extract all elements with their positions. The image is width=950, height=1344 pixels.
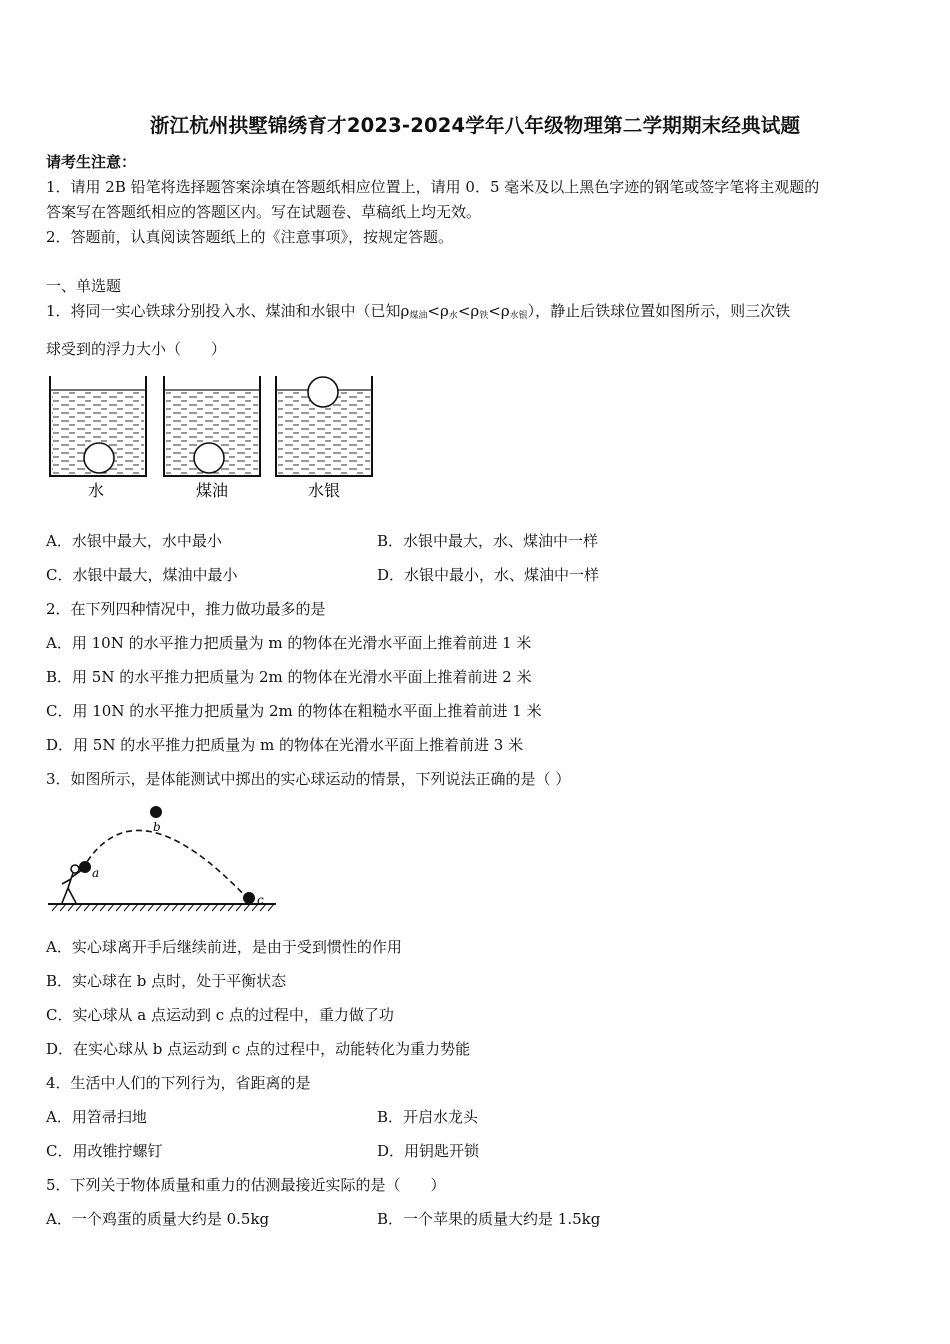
notice-item-1b: 答案写在答题纸相应的答题区内。写在试题卷、草稿纸上均无效。 <box>46 203 482 221</box>
ball-a <box>79 861 91 873</box>
q2-option-c: C．用 10N 的水平推力把质量为 2m 的物体在粗糙水平面上推着前进 1 米 <box>46 702 542 720</box>
label-c: c <box>257 893 264 907</box>
q1-option-a: A．水银中最大，水中最小 <box>46 532 222 550</box>
beaker-kerosene <box>164 376 260 476</box>
q2-option-b: B．用 5N 的水平推力把质量为 2m 的物体在光滑水平面上推着前进 2 米 <box>46 668 532 686</box>
q1-figure-beakers <box>44 370 384 504</box>
q5-stem: 5．下列关于物体质量和重力的估测最接近实际的是（ ） <box>46 1176 446 1194</box>
q4-option-d: D．用钥匙开锁 <box>377 1142 480 1160</box>
label-b: b <box>153 820 161 834</box>
q3-option-a: A．实心球离开手后继续前进，是由于受到惯性的作用 <box>46 938 402 956</box>
q1-option-c: C．水银中最大，煤油中最小 <box>46 566 238 584</box>
q4-option-a: A．用笤帚扫地 <box>46 1108 147 1126</box>
q1-stem-line1: 1．将同一实心铁球分别投入水、煤油和水银中（已知$\rho_{煤油}<\rho_水<\rho_铁<\rho_{水银}$），静止后铁球位置如图所示，则三次铁 <box>46 302 791 321</box>
q4-stem: 4．生活中人们的下列行为，省距离的是 <box>46 1074 311 1092</box>
q1-stem-line2: 球受到的浮力大小（ ） <box>46 340 227 358</box>
q1-option-b: B．水银中最大，水、煤油中一样 <box>377 532 599 550</box>
iron-ball <box>194 443 224 473</box>
iron-ball <box>84 443 114 473</box>
page-title: 浙江杭州拱墅锦绣育才2023-2024学年八年级物理第二学期期末经典试题 <box>149 114 801 137</box>
ball-b <box>150 806 162 818</box>
label-water: 水 <box>87 481 105 500</box>
ball-c <box>243 892 255 904</box>
notice-item-1a: 1．请用 2B 铅笔将选择题答案涂填在答题纸相应位置上，请用 0．5 毫米及以上黑色字迹的钢笔或签字笔将主观题的 <box>46 178 820 196</box>
q2-option-a: A．用 10N 的水平推力把质量为 m 的物体在光滑水平面上推着前进 1 米 <box>46 634 532 652</box>
beaker-water <box>50 376 146 476</box>
q5-option-b: B．一个苹果的质量大约是 1.5kg <box>377 1210 601 1228</box>
q2-option-d: D．用 5N 的水平推力把质量为 m 的物体在光滑水平面上推着前进 3 米 <box>46 736 524 754</box>
q4-option-c: C．用改锥拧螺钉 <box>46 1142 163 1160</box>
notice-heading: 请考生注意： <box>46 153 137 171</box>
notice-item-2: 2．答题前，认真阅读答题纸上的《注意事项》，按规定答题。 <box>46 228 454 246</box>
q3-stem: 3．如图所示，是体能测试中掷出的实心球运动的情景，下列说法正确的是（ ） <box>46 770 571 788</box>
label-a: a <box>92 866 100 880</box>
q3-figure-ball-trajectory <box>44 796 284 920</box>
q3-option-b: B．实心球在 b 点时，处于平衡状态 <box>46 972 287 990</box>
q2-stem: 2．在下列四种情况中，推力做功最多的是 <box>46 600 326 618</box>
iron-ball <box>308 377 338 407</box>
label-kerosene: 煤油 <box>195 481 229 500</box>
q5-option-a: A．一个鸡蛋的质量大约是 0.5kg <box>46 1210 270 1228</box>
thrower-figure <box>62 865 82 903</box>
q1-option-d: D．水银中最小，水、煤油中一样 <box>377 566 600 584</box>
q4-option-b: B．开启水龙头 <box>377 1108 479 1126</box>
q3-option-c: C．实心球从 a 点运动到 c 点的过程中，重力做了功 <box>46 1006 394 1024</box>
label-mercury: 水银 <box>307 481 341 500</box>
beaker-mercury <box>276 376 372 476</box>
section-single-choice: 一、单选题 <box>46 277 122 295</box>
q3-option-d: D．在实心球从 b 点运动到 c 点的过程中，动能转化为重力势能 <box>46 1040 471 1058</box>
